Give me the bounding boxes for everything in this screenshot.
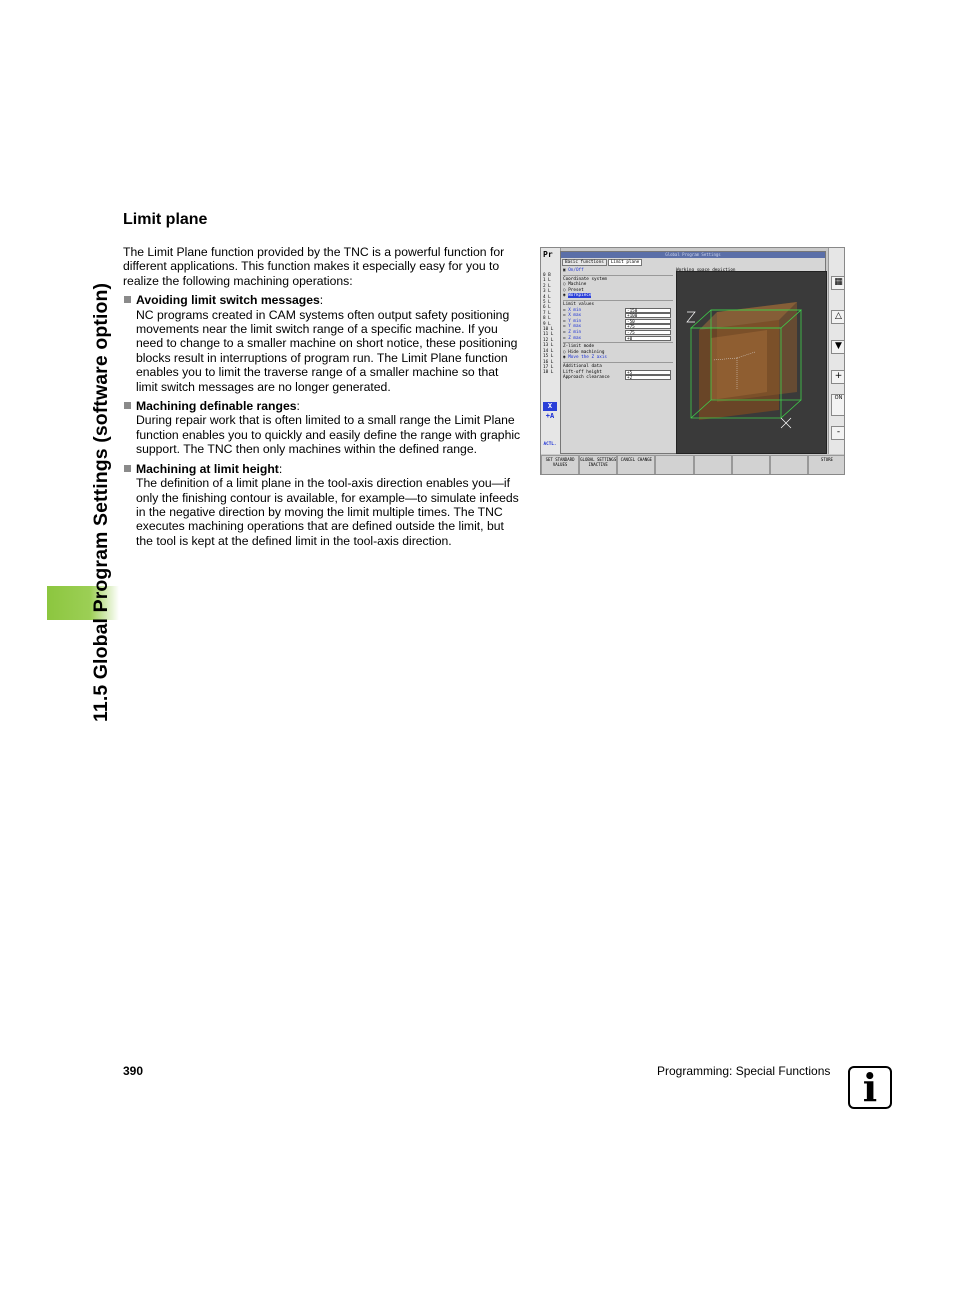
softkey-button[interactable]: STORE: [808, 455, 845, 475]
program-line: 2 L: [543, 283, 551, 289]
softkey-button[interactable]: [770, 455, 808, 475]
program-label: Pr: [543, 250, 553, 259]
program-line: 17 L: [543, 364, 554, 370]
intro-paragraph: The Limit Plane function provided by the TNC is a powerful function for different applications. This function makes it especially easy for you to realize the following machining operations:: [123, 245, 505, 288]
checkbox-icon[interactable]: ☒: [563, 335, 569, 341]
axis-x-mark: X: [543, 402, 557, 411]
program-line: 11 L: [543, 332, 554, 338]
bullet-square-icon: [124, 402, 131, 409]
section-title: Limit plane: [123, 211, 208, 228]
bullet-item: Machining at limit height: The definition of a limit plane in the tool-axis direction enables you—if only the finishing contour is available, for example—to simulate infeeds in the negative direction by moving the limit multiple times. The TNC executes machining operations that are defined outside the limit, but the tool is kept at the defined limit in the tool-axis direction.: [123, 462, 523, 548]
right-toolbar: [828, 248, 845, 454]
tnc-screenshot: [540, 247, 845, 475]
program-line: 8 L: [543, 316, 551, 322]
zlimit-option-move[interactable]: ◉ Move the Z axis: [563, 355, 607, 361]
program-line: 5 L: [543, 300, 551, 306]
zlimit-option-hide[interactable]: ○ Hide machining: [563, 349, 605, 355]
program-line: 15 L: [543, 354, 554, 360]
zlimit-label: Z-limit mode: [563, 344, 595, 350]
bullet-heading: Avoiding limit switch messages: [136, 293, 320, 308]
program-line: 18 L: [543, 370, 554, 376]
limit-label-text: Y min: [568, 318, 582, 324]
tool-icon[interactable]: △: [831, 310, 845, 324]
checkbox-icon[interactable]: ☒: [563, 307, 569, 313]
softkey-button[interactable]: [694, 455, 732, 475]
program-line: 12 L: [543, 337, 554, 343]
program-line: 3 L: [543, 289, 551, 295]
limit-input[interactable]: -75: [625, 330, 671, 335]
limit-input[interactable]: -150: [625, 308, 671, 313]
limit-plane-form: [563, 268, 673, 381]
bullet-item: Avoiding limit switch messages: NC programs created in CAM systems often output safety positioning movements near the limit switch range of a specific machine. If you need to change to a smaller machine on short notice, these positioning blocks result in interruptions of program run. The Limit Plane function enables you to limit the traverse range of a smaller machine so that limit switch messages are no longer generated.: [123, 293, 523, 394]
checkbox-icon[interactable]: ☒: [563, 329, 569, 335]
actl-label: ACTL.: [543, 442, 557, 447]
body-text: [123, 245, 523, 553]
page-number: 390: [123, 1064, 144, 1078]
program-panel: [541, 248, 561, 454]
limit-label: Limit values: [563, 301, 595, 307]
limit-row: [563, 336, 673, 342]
checkbox-icon[interactable]: ☒: [563, 324, 569, 330]
limit-label-text: Z max: [568, 335, 582, 341]
bullet-square-icon: [124, 465, 131, 472]
softkey-row: [541, 455, 845, 475]
program-line: 10 L: [543, 327, 554, 333]
bullet-body: During repair work that is often limited to a small range the Limit Plane function enables you to quickly and easily define the range with graphic support. The TNC then only machines within the defined range.: [136, 413, 521, 457]
axis-a-mark: +A: [545, 412, 555, 420]
program-lines: [543, 273, 553, 376]
program-line: 1 L: [543, 278, 551, 284]
limit-input[interactable]: +0: [625, 336, 671, 341]
program-line: 14 L: [543, 348, 554, 354]
dialog-tabs: [562, 259, 643, 266]
global-settings-dialog: [560, 251, 826, 454]
program-line: 16 L: [543, 359, 554, 365]
softkey-button[interactable]: GLOBAL SETTINGS INACTIVE: [579, 455, 617, 475]
bullet-square-icon: [124, 296, 131, 303]
liftoff-row: Lift-off height +5: [563, 370, 673, 376]
info-icon: i: [848, 1066, 892, 1109]
liftoff-input[interactable]: +5: [625, 370, 671, 375]
chapter-side-title: 11.5 Global Program Settings (software option): [90, 282, 112, 722]
limit-input[interactable]: +100: [625, 313, 671, 318]
limit-input[interactable]: -50: [625, 319, 671, 324]
on-toggle[interactable]: [831, 394, 845, 416]
checkbox-icon[interactable]: ☒: [563, 313, 569, 319]
minus-button[interactable]: -: [831, 426, 845, 440]
spindle-icon[interactable]: ▼: [831, 340, 845, 354]
checkbox-icon: ▣: [563, 268, 566, 273]
softkey-button[interactable]: SET STANDARD VALUES: [541, 455, 579, 475]
limit-input[interactable]: +75: [625, 324, 671, 329]
bullet-heading: Machining at limit height: [136, 461, 279, 476]
approach-input[interactable]: +2: [625, 375, 671, 380]
program-line: 4 L: [543, 294, 551, 300]
coord-label: Coordinate system: [563, 276, 607, 282]
bullet-heading: Machining definable ranges: [136, 399, 297, 414]
program-line: 13 L: [543, 343, 554, 349]
tab-basic-functions[interactable]: Basic functions: [562, 259, 607, 266]
on-label: ON: [834, 395, 843, 401]
workspace-3d-icon: [677, 272, 826, 453]
coord-option-preset[interactable]: ○ Preset: [563, 287, 584, 293]
coord-option-machine[interactable]: ○ Machine: [563, 282, 587, 288]
limit-label-text: Z min: [568, 329, 582, 335]
bullet-body: The definition of a limit plane in the tool-axis direction enables you—if only the finishing contour is available, for example—to simulate infeeds in the negative direction by moving the limit multiple times. The TNC executes machining operations that are defined outside the limit, but the tool is kept at the defined limit in the tool-axis direction.: [136, 476, 519, 548]
working-space-viewport[interactable]: [676, 271, 827, 454]
on-off-row[interactable]: ▣ On/Off: [563, 268, 584, 273]
folder-icon[interactable]: ▦: [831, 276, 845, 290]
softkey-button[interactable]: CANCEL CHANGE: [617, 455, 655, 475]
dialog-title: Global Program Settings: [561, 252, 825, 258]
program-line: 7 L: [543, 310, 551, 316]
tab-limit-plane[interactable]: Limit plane: [608, 259, 642, 266]
chapter-footer: Programming: Special Functions: [657, 1064, 831, 1078]
limit-label-text: X min: [568, 307, 582, 313]
program-line: 6 L: [543, 305, 551, 311]
checkbox-icon[interactable]: ☒: [563, 318, 569, 324]
program-line: 9 L: [543, 321, 551, 327]
bullet-body: NC programs created in CAM systems often output safety positioning movements near the limit switch range of a specific machine. If you need to change to a smaller machine on short notice, these positioning blocks result in interruptions of program run. The Limit Plane function enables you to limit the traverse range of a smaller machine so that limit switch messages are no longer generated.: [136, 307, 518, 394]
softkey-button[interactable]: [732, 455, 770, 475]
softkey-button[interactable]: [655, 455, 693, 475]
approach-row: Approach clearance +2: [563, 375, 673, 381]
coord-option-workpiece[interactable]: ◉ Workpiece: [563, 293, 592, 299]
additional-label: Additional data: [563, 363, 602, 369]
program-line: 0 B: [543, 273, 551, 278]
plus-button[interactable]: +: [831, 370, 845, 384]
limit-label-text: Y max: [568, 324, 582, 330]
limit-label-text: X max: [568, 313, 582, 319]
bullet-item: Machining definable ranges: During repair work that is often limited to a small range the Limit Plane function enables you to quickly and easily define the range with graphic support. The TNC then only machines within the defined range.: [123, 399, 523, 457]
